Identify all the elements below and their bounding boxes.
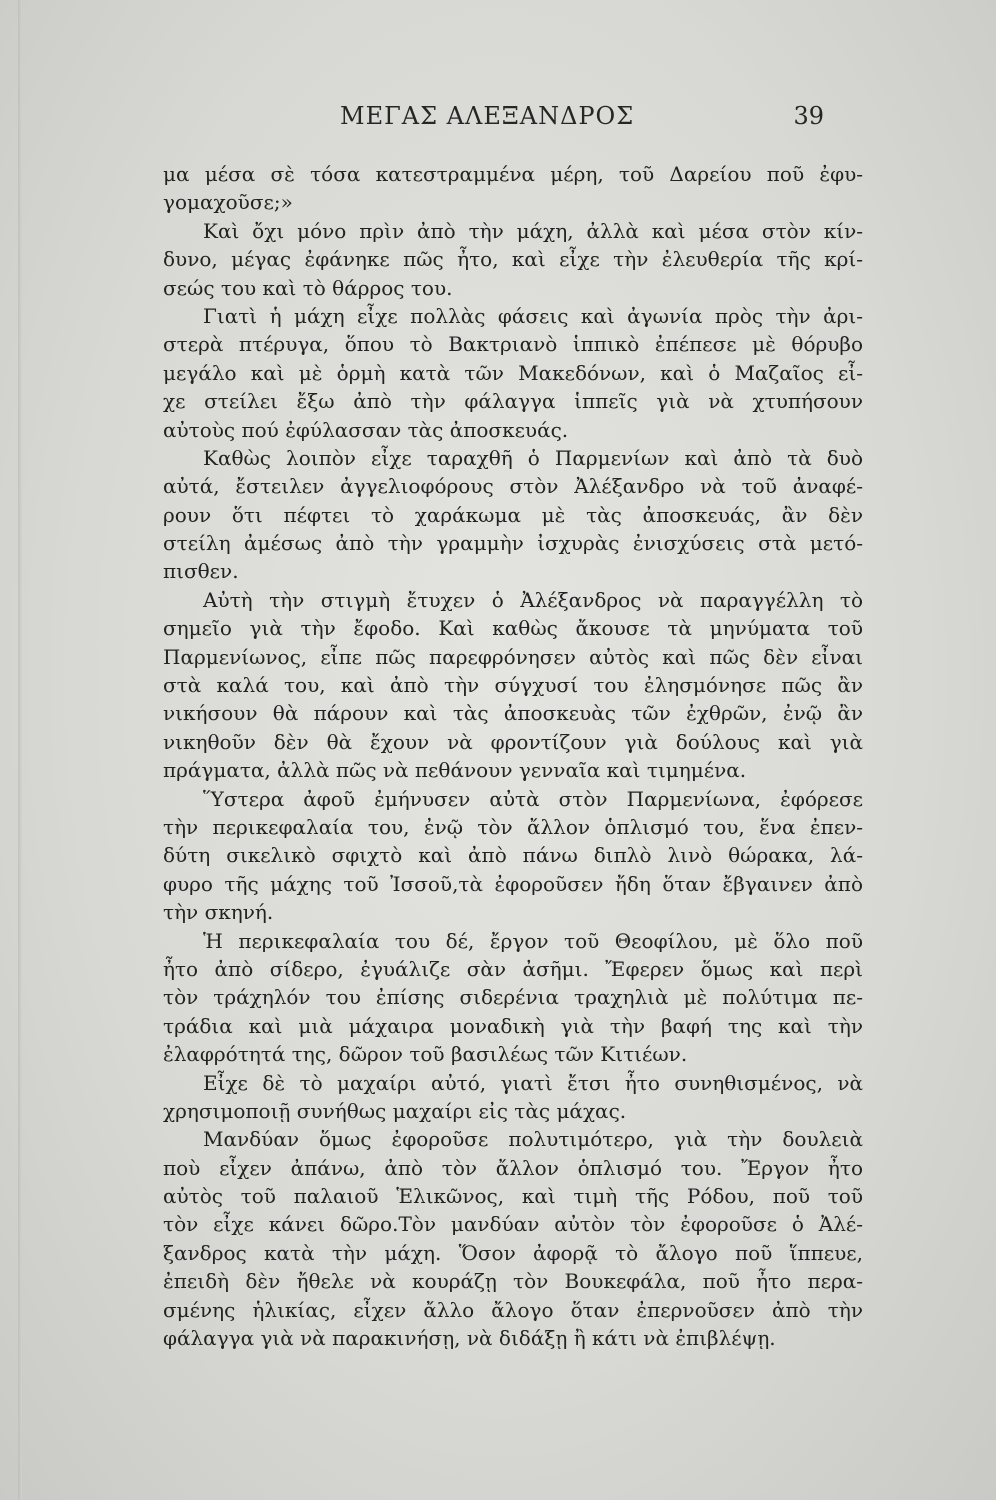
page-header (160, 102, 836, 142)
text-line: Καθὼς λοιπὸν εἶχε ταραχθῆ ὁ Παρμενίων καὶ ἀπὸ τὰ δυὸ (203, 445, 863, 470)
text-line: αὐτὸς τοῦ παλαιοῦ Ἑλικῶνος, καὶ τιμὴ τῆς Ρόδου, ποῦ τοῦ (163, 1184, 863, 1209)
text-line: τράδια καὶ μιὰ μάχαιρα μοναδικὴ γιὰ τὴν βαφή της καὶ τὴν (163, 1013, 863, 1038)
text-line: στερὰ πτέρυγα, ὅπου τὸ Βακτριανὸ ἱππικὸ ἐπέπεσε μὲ θόρυβο (163, 332, 863, 357)
text-line: Καὶ ὄχι μόνο πρὶν ἀπὸ τὴν μάχη, ἀλλὰ καὶ μέσα στὸν κίν- (203, 218, 863, 243)
running-title: ΜΕΓΑΣ ΑΛΕΞΑΝΔΡΟΣ (340, 102, 635, 130)
text-line: ποὺ εἶχεν ἀπάνω, ἀπὸ τὸν ἄλλον ὁπλισμό του. Ἔργον ἦτο (163, 1155, 863, 1180)
text-line: δύτη σικελικὸ σφιχτὸ καὶ ἀπὸ πάνω διπλὸ λινὸ θώρακα, λά- (163, 843, 863, 868)
text-line: Αὐτὴ τὴν στιγμὴ ἔτυχεν ὁ Ἀλέξανδρος νὰ παραγγέλλη τὸ (203, 587, 863, 612)
text-line: τὴν σκηνή. (163, 900, 274, 925)
text-line: Ἡ περικεφαλαία του δέ, ἔργον τοῦ Θεοφίλου, μὲ ὅλο ποῦ (203, 928, 863, 953)
text-line: ἦτο ἀπὸ σίδερο, ἐγυάλιζε σὰν ἀσῆμι. Ἔφερεν ὅμως καὶ περὶ (163, 956, 863, 981)
body-text (163, 160, 863, 1352)
text-line: τὸν τράχηλόν του ἐπίσης σιδερένια τραχηλιὰ μὲ πολύτιμα πε- (163, 985, 863, 1010)
text-line: πισθεν. (163, 559, 239, 584)
text-line: ἐλαφρότητά της, δῶρον τοῦ βασιλέως τῶν Κιτιέων. (163, 1042, 688, 1067)
text-line: πράγματα, ἀλλὰ πῶς νὰ πεθάνουν γενναῖα καὶ τιμημένα. (163, 758, 747, 783)
text-line: μεγάλο καὶ μὲ ὁρμὴ κατὰ τῶν Μακεδόνων, καὶ ὁ Μαζαῖος εἶ- (163, 360, 863, 385)
text-line: νικήσουν θὰ πάρουν καὶ τὰς ἀποσκευὰς τῶν ἐχθρῶν, ἐνῷ ἂν (163, 701, 863, 726)
text-line: Ὕστερα ἀφοῦ ἐμήνυσεν αὐτὰ στὸν Παρμενίωνα, ἐφόρεσε (203, 786, 863, 811)
text-line: ἐπειδὴ δὲν ἤθελε νὰ κουράζῃ τὸν Βουκεφάλα, ποῦ ἦτο περα- (163, 1269, 863, 1294)
text-line: αὐτά, ἔστειλεν ἀγγελιοφόρους στὸν Ἀλέξανδρο νὰ τοῦ ἀναφέ- (163, 474, 863, 499)
text-line: ξανδρος κατὰ τὴν μάχη. Ὅσον ἀφορᾷ τὸ ἄλογο ποῦ ἵππευε, (163, 1240, 863, 1265)
text-line: δυνο, μέγας ἐφάνηκε πῶς ἦτο, καὶ εἶχε τὴν ἐλευθερία τῆς κρί- (163, 247, 863, 272)
text-line: ρουν ὅτι πέφτει τὸ χαράκωμα μὲ τὰς ἀποσκευάς, ἂν δὲν (163, 502, 863, 527)
text-line: Εἶχε δὲ τὸ μαχαίρι αὐτό, γιατὶ ἔτσι ἦτο συνηθισμένος, νὰ (203, 1070, 863, 1095)
page-edge-shadow (18, 0, 22, 1500)
text-line: χρησιμοποιῇ συνήθως μαχαίρι εἰς τὰς μάχας. (163, 1098, 627, 1123)
text-line: αὐτοὺς πού ἐφύλασσαν τὰς ἀποσκευάς. (163, 417, 569, 442)
text-line: στὰ καλά του, καὶ ἀπὸ τὴν σύγχυσί του ἐλησμόνησε πῶς ἂν (163, 673, 863, 698)
text-line: νικηθοῦν δὲν θὰ ἔχουν νὰ φροντίζουν γιὰ δούλους καὶ γιὰ (163, 729, 863, 754)
text-line: μα μέσα σὲ τόσα κατεστραμμένα μέρη, τοῦ Δαρείου ποῦ ἐφυ- (163, 162, 863, 186)
text-line: γομαχοῦσε;» (163, 190, 293, 215)
text-line: Παρμενίωνος, εἶπε πῶς παρεφρόνησεν αὐτὸς καὶ πῶς δὲν εἶναι (163, 644, 863, 669)
text-line: φάλαγγα γιὰ νὰ παρακινήσῃ, νὰ διδάξῃ ἢ κάτι νὰ ἐπιβλέψῃ. (163, 1326, 776, 1351)
text-line: χε στείλει ἔξω ἀπὸ τὴν φάλαγγα ἱππεῖς γιὰ νὰ χτυπήσουν (163, 389, 863, 414)
text-line: Γιατὶ ἡ μάχη εἶχε πολλὰς φάσεις καὶ ἀγωνία πρὸς τὴν ἀρι- (203, 303, 863, 328)
text-line: σεώς του καὶ τὸ θάρρος του. (163, 275, 453, 300)
page-number: 39 (793, 102, 824, 130)
text-line: στείλη ἀμέσως ἀπὸ τὴν γραμμὴν ἰσχυρὰς ἐνισχύσεις στὰ μετό- (163, 531, 863, 556)
text-line: σημεῖο γιὰ τὴν ἔφοδο. Καὶ καθὼς ἄκουσε τὰ μηνύματα τοῦ (163, 616, 863, 641)
text-line: Μανδύαν ὅμως ἐφοροῦσε πολυτιμότερο, γιὰ τὴν δουλειὰ (203, 1127, 863, 1152)
text-line: τὸν εἶχε κάνει δῶρο.Τὸν μανδύαν αὐτὸν τὸν ἐφοροῦσε ὁ Ἀλέ- (163, 1212, 863, 1237)
text-line: φυρο τῆς μάχης τοῦ Ἰσσοῦ,τὰ ἐφοροῦσεν ἤδη ὅταν ἔβγαινεν ἀπὸ (163, 871, 863, 896)
text-line: τὴν περικεφαλαία του, ἐνῷ τὸν ἄλλον ὁπλισμό του, ἕνα ἐπεν- (163, 814, 863, 839)
text-line: σμένης ἡλικίας, εἶχεν ἄλλο ἄλογο ὅταν ἐπερνοῦσεν ἀπὸ τὴν (163, 1297, 863, 1322)
